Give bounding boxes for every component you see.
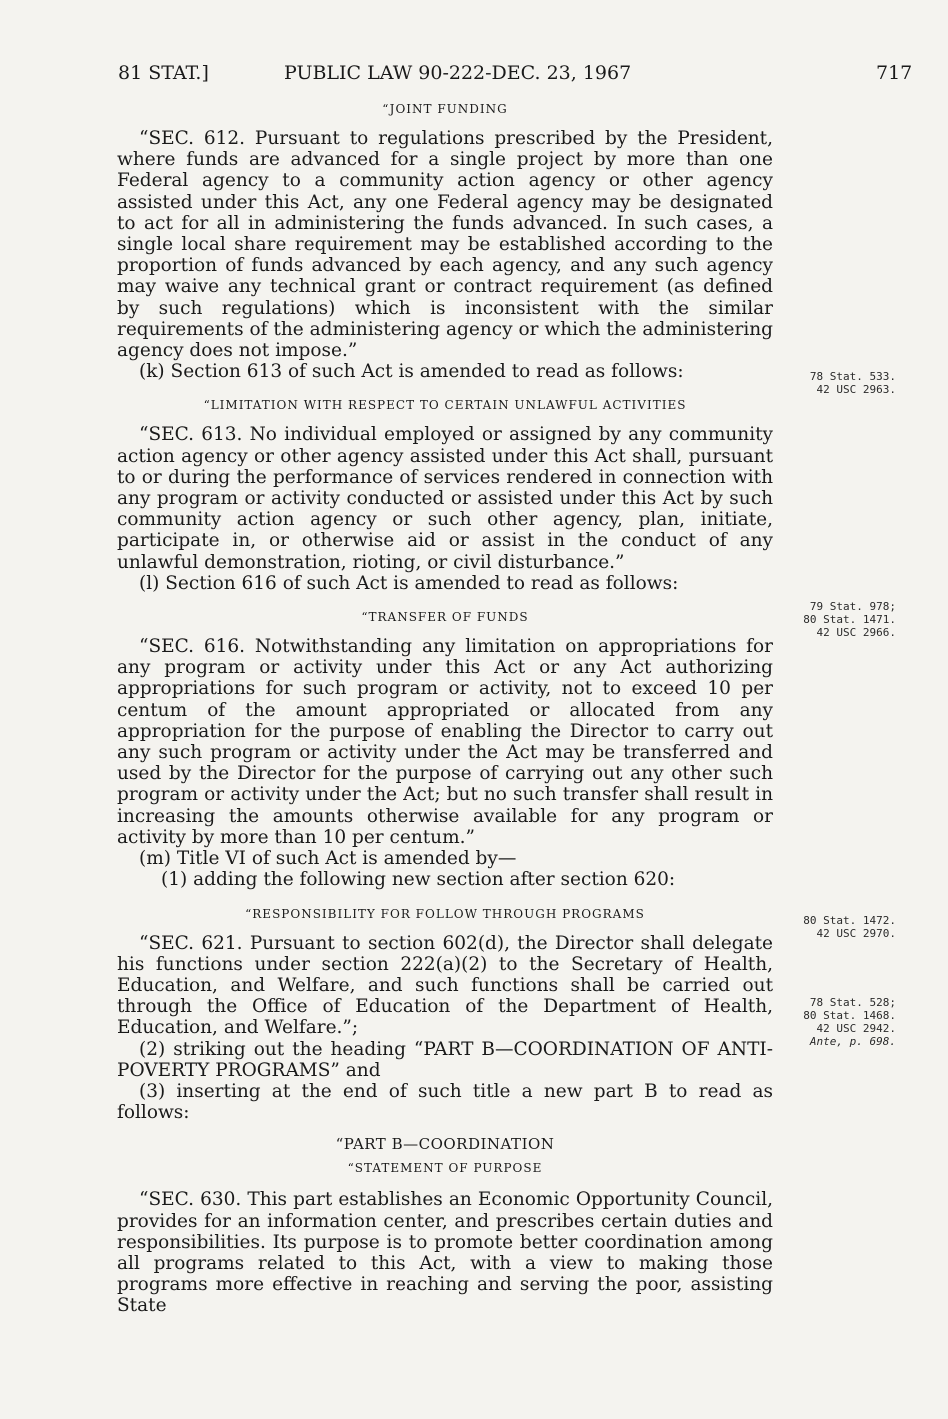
item-1: (1) adding the following new section after section 620: bbox=[161, 869, 676, 891]
section-612-text: “SEC. 612. Pursuant to regulations prescribed by the President, where funds are advanced for a single project by more than one Federal agency to a community action agency or other agency assisted under this Act, any one Federal agency may be designated to act for all in administering the funds advanced. In such cases, a single local share requirement may be established according to the proportion of funds advanced by each agency, and any such agency may waive any technical grant or contract requirement (as defined by such regulations) which is inconsistent with the similar requirements of the administering agency or which the administering agency does not impose.” bbox=[117, 128, 773, 362]
heading-follow-through: “RESPONSIBILITY FOR FOLLOW THROUGH PROGRAMS bbox=[245, 906, 645, 921]
heading-statement-of-purpose: “STATEMENT OF PURPOSE bbox=[347, 1161, 543, 1176]
margin-note-1 bbox=[778, 370, 896, 396]
heading-joint-funding: “JOINT FUNDING bbox=[382, 102, 508, 116]
paragraph-l: (l) Section 616 of such Act is amended to read as follows: bbox=[139, 572, 679, 594]
margin-note-2 bbox=[778, 600, 896, 639]
heading-limitation: “LIMITATION WITH RESPECT TO CERTAIN UNLAWFUL ACTIVITIES bbox=[203, 398, 687, 413]
running-head-title: PUBLIC LAW 90-222-DEC. 23, 1967 bbox=[284, 62, 632, 84]
paragraph-k: (k) Section 613 of such Act is amended to read as follows: bbox=[139, 361, 684, 383]
margin-note-3 bbox=[778, 914, 896, 940]
margin-note-line: 42 USC 2963. bbox=[816, 383, 896, 396]
margin-note-line: 79 Stat. 978; bbox=[809, 600, 896, 613]
margin-note-line: 42 USC 2966. bbox=[816, 626, 896, 639]
margin-note-line: 80 Stat. 1468. bbox=[803, 1009, 896, 1022]
section-613-text: “SEC. 613. No individual employed or assigned by any community action agency or other agency assisted under this Act shall, pursuant to or during the performance of services rendered in connection with any program or activity conducted or assisted under this Act by such community action agency or such other agency, plan, initiate, participate in, or otherwise aid or assist in the conduct of any unlawful demonstration, rioting, or civil disturbance.” bbox=[117, 424, 773, 573]
item-2: (2) striking out the heading “PART B—COORDINATION OF ANTI-POVERTY PROGRAMS” and bbox=[117, 1038, 773, 1081]
heading-transfer-of-funds: “TRANSFER OF FUNDS bbox=[361, 610, 529, 625]
section-630-text: “SEC. 630. This part establishes an Economic Opportunity Council, provides for an information center, and prescribes certain duties and responsibilities. Its purpose is to promote better coordination among all programs related to this Act, with a view to making those programs more effective in reaching and serving the poor, assisting State bbox=[117, 1189, 773, 1317]
section-616-text: “SEC. 616. Notwithstanding any limitation on appropriations for any program or activity under this Act or any Act authorizing appropriations for such program or activity, not to exceed 10 per centum of the amount appropriated or allocated from any appropriation for the purpose of enabling the Director to carry out any such program or activity under the Act may be transferred and used by the Director for the purpose of carrying out any other such program or activity under the Act; but no such transfer shall result in increasing the amounts otherwise available for any program or activity by more than 10 per centum.” bbox=[117, 636, 773, 848]
margin-note-line: Ante, p. 698. bbox=[809, 1035, 896, 1048]
section-621-text: “SEC. 621. Pursuant to section 602(d), the Director shall delegate his functions under section 222(a)(2) to the Secretary of Health, Education, and Welfare, and such functions shall be carried out through the Office of Education of the Department of Health, Education, and Welfare.”; bbox=[117, 932, 773, 1039]
margin-note-line: 80 Stat. 1471. bbox=[803, 613, 896, 626]
item-3: (3) inserting at the end of such title a new part B to read as follows: bbox=[117, 1080, 773, 1124]
heading-part-b: “PART B—COORDINATION bbox=[335, 1135, 555, 1154]
margin-note-line: 78 Stat. 533. bbox=[809, 370, 896, 383]
main-text-column bbox=[117, 100, 773, 1317]
running-head-stat: 81 STAT.] bbox=[118, 62, 209, 84]
margin-note-line: 80 Stat. 1472. bbox=[803, 914, 896, 927]
margin-note-line: 42 USC 2970. bbox=[816, 927, 896, 940]
page-number: 717 bbox=[876, 62, 913, 84]
margin-note-line: 78 Stat. 528; bbox=[809, 996, 896, 1009]
margin-note-line: 42 USC 2942. bbox=[816, 1022, 896, 1035]
margin-note-4 bbox=[778, 996, 896, 1048]
paragraph-m: (m) Title VI of such Act is amended by— bbox=[139, 848, 517, 870]
